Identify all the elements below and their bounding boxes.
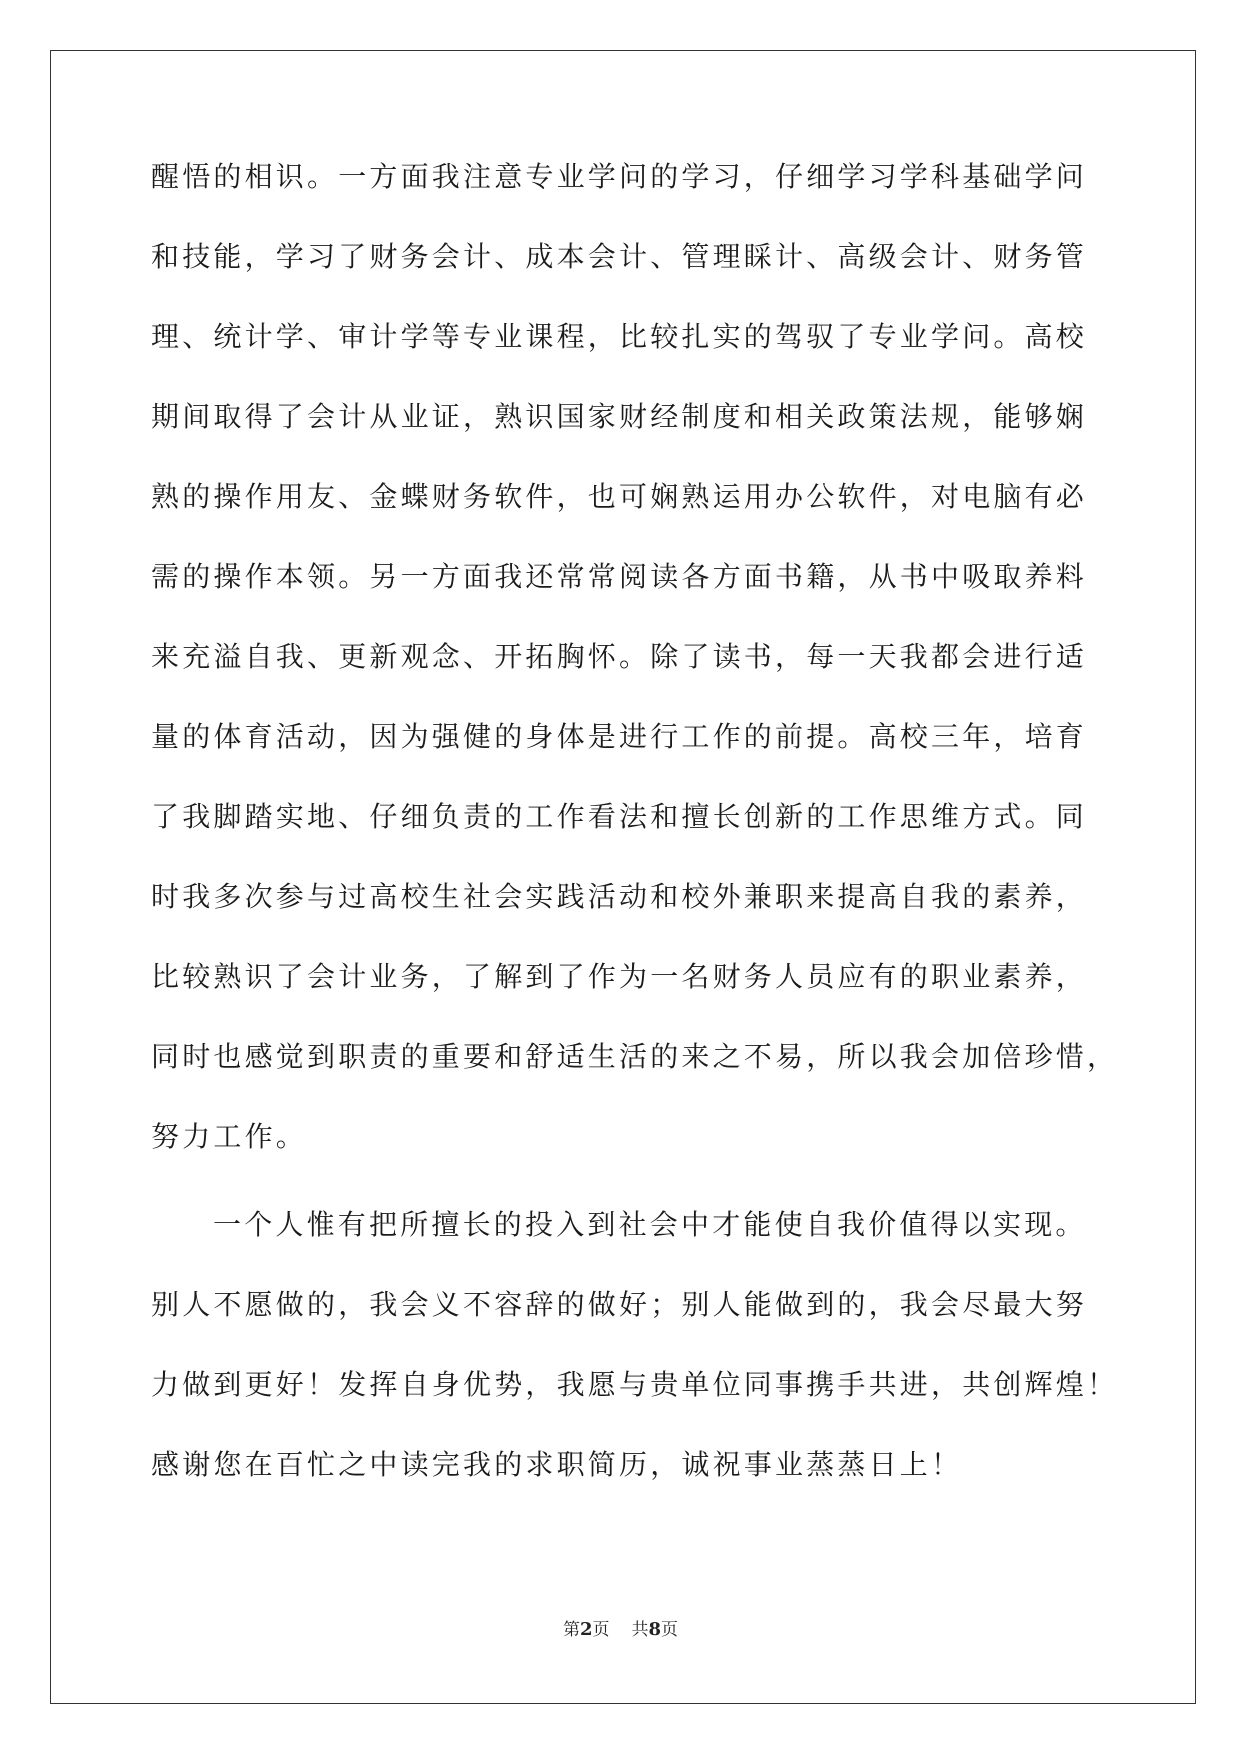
text-line: 感谢您在百忙之中读完我的求职简历，诚祝事业蒸蒸日上！ bbox=[151, 1448, 963, 1481]
text-line: 时我多次参与过高校生社会实践活动和校外兼职来提高自我的素养， bbox=[151, 880, 1088, 913]
text-line: 力做到更好！发挥自身优势，我愿与贵单位同事携手共进，共创辉煌！ bbox=[151, 1368, 1119, 1401]
text-line: 期间取得了会计从业证，熟识国家财经制度和相关政策法规，能够娴 bbox=[151, 400, 1088, 433]
total-prefix: 共 bbox=[631, 1620, 649, 1640]
text-line: 了我脚踏实地、仔细负责的工作看法和擅长创新的工作思维方式。同 bbox=[151, 800, 1088, 833]
page-prefix: 第 bbox=[562, 1620, 580, 1640]
total-suffix: 页 bbox=[661, 1620, 679, 1640]
document-body bbox=[151, 160, 1119, 1528]
text-line: 理、统计学、审计学等专业课程，比较扎实的驾驭了专业学问。高校 bbox=[151, 320, 1088, 353]
text-line: 需的操作本领。另一方面我还常常阅读各方面书籍，从书中吸取养料 bbox=[151, 560, 1088, 593]
page-suffix: 页 bbox=[592, 1620, 610, 1640]
text-line: 量的体育活动，因为强健的身体是进行工作的前提。高校三年，培育 bbox=[151, 720, 1088, 753]
text-line: 比较熟识了会计业务，了解到了作为一名财务人员应有的职业素养， bbox=[151, 960, 1088, 993]
text-line: 别人不愿做的，我会义不容辞的做好；别人能做到的，我会尽最大努 bbox=[151, 1288, 1088, 1321]
page-footer bbox=[0, 1615, 1241, 1640]
text-line: 醒悟的相识。一方面我注意专业学问的学习，仔细学习学科基础学问 bbox=[151, 160, 1088, 193]
text-line: 来充溢自我、更新观念、开拓胸怀。除了读书，每一天我都会进行适 bbox=[151, 640, 1088, 673]
text-line: 和技能，学习了财务会计、成本会计、管理睬计、高级会计、财务管 bbox=[151, 240, 1088, 273]
text-line: 努力工作。 bbox=[151, 1120, 308, 1153]
text-line: 熟的操作用友、金蝶财务软件，也可娴熟运用办公软件，对电脑有必 bbox=[151, 480, 1088, 513]
paragraph-start-line: 一个人惟有把所擅长的投入到社会中才能使自我价值得以实现。 bbox=[213, 1208, 1087, 1241]
text-line: 同时也感觉到职责的重要和舒适生活的来之不易，所以我会加倍珍惜， bbox=[151, 1040, 1119, 1073]
page-number: 2 bbox=[579, 1619, 593, 1640]
total-pages: 8 bbox=[648, 1619, 662, 1640]
